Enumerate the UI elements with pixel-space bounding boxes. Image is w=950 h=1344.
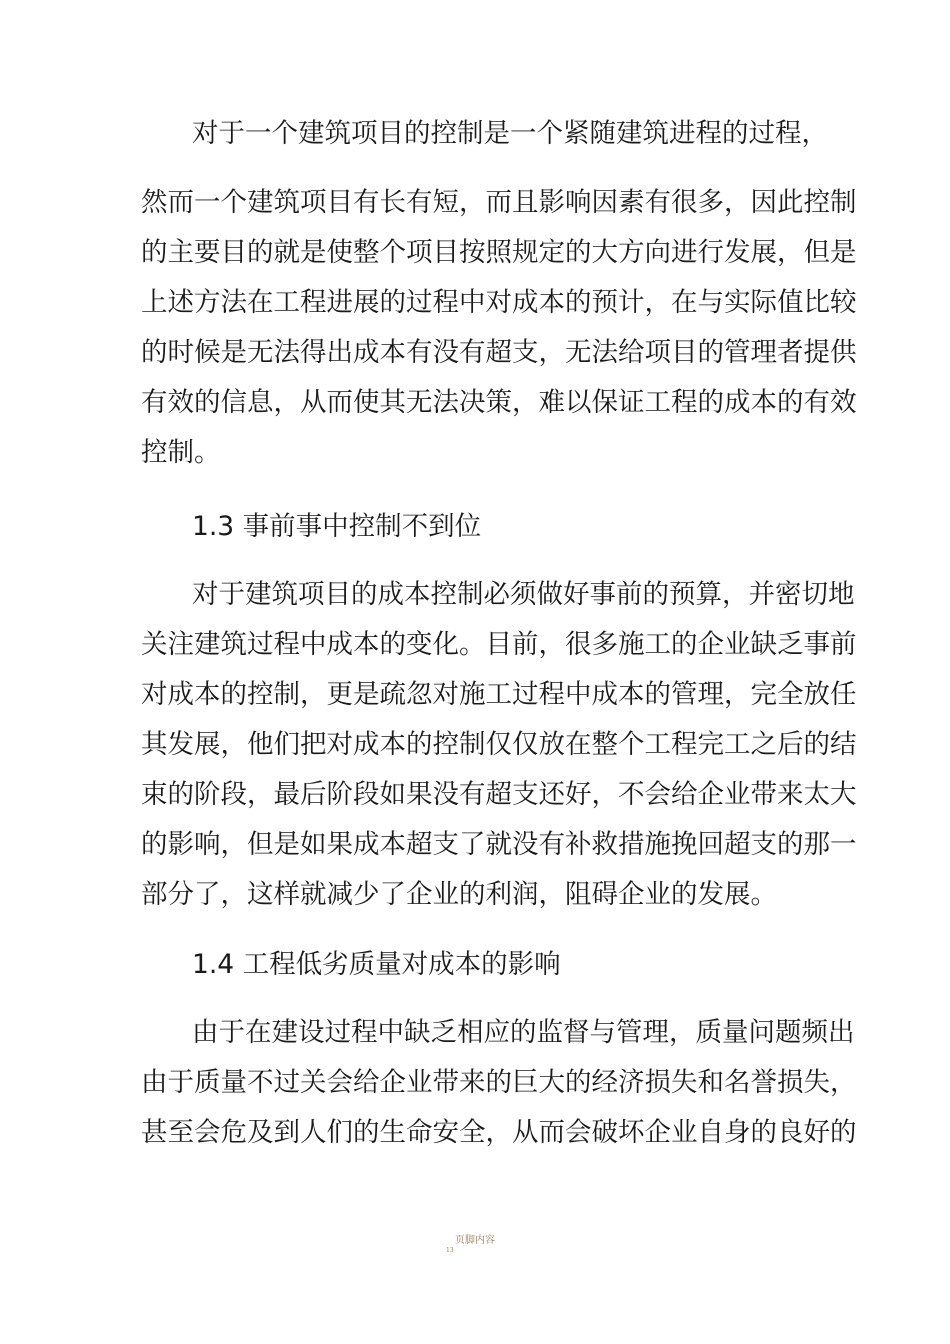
paragraph-1-line-7: 控制。 <box>141 437 221 468</box>
section-heading-1-3: 1.3 事前事中控制不到位 <box>192 511 482 542</box>
paragraph-1-line-3: 的主要目的就是使整个项目按照规定的大方向进行发展，但是 <box>141 237 857 268</box>
paragraph-2-line-4: 其发展，他们把对成本的控制仅仅放在整个工程完工之后的结 <box>141 729 857 760</box>
paragraph-3-line-1: 由于在建设过程中缺乏相应的监督与管理，质量问题频出 <box>192 1017 855 1048</box>
paragraph-1-line-5: 的时候是无法得出成本有没有超支，无法给项目的管理者提供 <box>141 337 857 368</box>
paragraph-1-line-6: 有效的信息，从而使其无法决策，难以保证工程的成本的有效 <box>141 387 857 418</box>
paragraph-2-line-1: 对于建筑项目的成本控制必须做好事前的预算，并密切地 <box>192 579 855 610</box>
section-heading-1-4: 1.4 工程低劣质量对成本的影响 <box>192 949 561 980</box>
paragraph-3-line-3: 甚至会危及到人们的生命安全，从而会破坏企业自身的良好的 <box>141 1117 857 1148</box>
paragraph-3-line-2: 由于质量不过关会给企业带来的巨大的经济损失和名誉损失， <box>141 1067 857 1098</box>
paragraph-2-line-5: 束的阶段，最后阶段如果没有超支还好，不会给企业带来太大 <box>141 779 857 810</box>
paragraph-2-line-3: 对成本的控制，更是疏忽对施工过程中成本的管理，完全放任 <box>141 679 857 710</box>
paragraph-1-line-2: 然而一个建筑项目有长有短，而且影响因素有很多，因此控制 <box>141 187 857 218</box>
paragraph-1-line-1: 对于一个建筑项目的控制是一个紧随建筑进程的过程， <box>192 118 828 149</box>
paragraph-1-line-4: 上述方法在工程进展的过程中对成本的预计，在与实际值比较 <box>141 287 857 318</box>
footer-label: 页脚内容 <box>455 1235 495 1246</box>
page-number: 13 <box>446 1247 454 1254</box>
paragraph-2-line-6: 的影响，但是如果成本超支了就没有补救措施挽回超支的那一 <box>141 829 857 860</box>
paragraph-2-line-7: 部分了，这样就减少了企业的利润，阻碍企业的发展。 <box>141 879 777 910</box>
paragraph-2-line-2: 关注建筑过程中成本的变化。目前，很多施工的企业缺乏事前 <box>141 629 857 660</box>
